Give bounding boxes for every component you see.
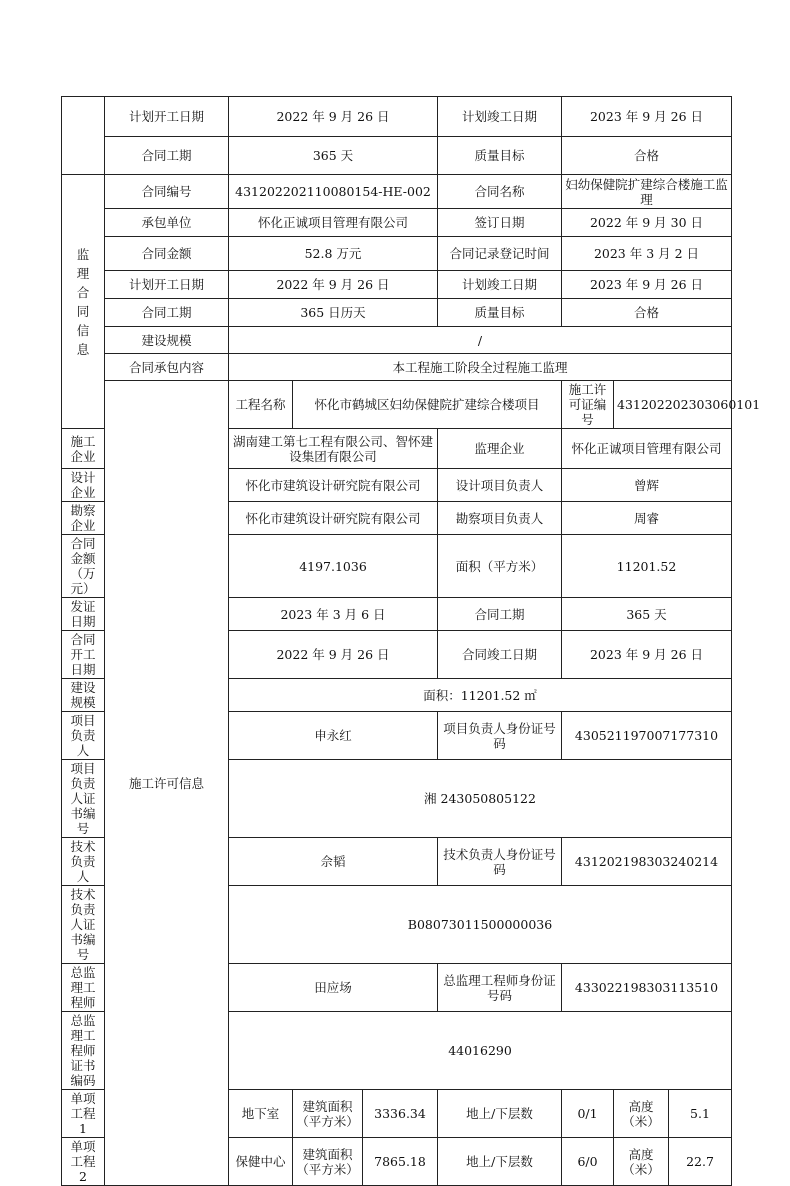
sup-scale-value: / xyxy=(229,327,732,354)
plan-duration-label: 合同工期 xyxy=(105,137,229,175)
plan-end-label: 计划竣工日期 xyxy=(438,97,562,137)
sup-start-value: 2022 年 9 月 26 日 xyxy=(229,271,438,299)
item-height-label: 高度（米） xyxy=(614,1090,669,1138)
permit-no-value: 431202202303060101 xyxy=(614,381,732,429)
item-height-value: 5.1 xyxy=(669,1090,732,1138)
chief-value: 田应场 xyxy=(229,964,438,1012)
contract-amount-value: 52.8 万元 xyxy=(229,237,438,271)
table-row xyxy=(62,299,732,327)
area-label: 面积（平方米） xyxy=(438,535,562,598)
table-row xyxy=(62,271,732,299)
item-area-label: 建筑面积（平方米） xyxy=(293,1138,363,1186)
sign-date-label: 签订日期 xyxy=(438,209,562,237)
chief-cert-value: 44016290 xyxy=(229,1012,732,1090)
permit-scale-label: 建设规模 xyxy=(62,679,105,712)
permit-end-label: 合同竣工日期 xyxy=(438,631,562,679)
contract-amount-label: 合同金额 xyxy=(105,237,229,271)
item-area-value: 3336.34 xyxy=(363,1090,438,1138)
pm-id-label: 项目负责人身份证号码 xyxy=(438,712,562,760)
survey-label: 勘察企业 xyxy=(62,502,105,535)
item-area-value: 7865.18 xyxy=(363,1138,438,1186)
pm-id-value: 430521197007177310 xyxy=(562,712,732,760)
issue-date-value: 2023 年 3 月 6 日 xyxy=(229,598,438,631)
record-date-label: 合同记录登记时间 xyxy=(438,237,562,271)
design-lead-value: 曾辉 xyxy=(562,469,732,502)
builder-value: 湖南建工第七工程有限公司、智怀建设集团有限公司 xyxy=(229,429,438,469)
survey-value: 怀化市建筑设计研究院有限公司 xyxy=(229,502,438,535)
contract-name-label: 合同名称 xyxy=(438,175,562,209)
record-date-value: 2023 年 3 月 2 日 xyxy=(562,237,732,271)
permit-start-value: 2022 年 9 月 26 日 xyxy=(229,631,438,679)
permit-scale-value: 面积：11201.52 ㎡ xyxy=(229,679,732,712)
sup-start-label: 计划开工日期 xyxy=(105,271,229,299)
tech-cert-value: B08073011500000036 xyxy=(229,886,732,964)
chief-id-value: 433022198303113510 xyxy=(562,964,732,1012)
sup-content-value: 本工程施工阶段全过程施工监理 xyxy=(229,354,732,381)
supervisor-label: 监理企业 xyxy=(438,429,562,469)
permit-amount-label: 合同金额（万元） xyxy=(62,535,105,598)
section-label-empty xyxy=(62,97,105,175)
sup-scale-label: 建设规模 xyxy=(105,327,229,354)
contractor-label: 承包单位 xyxy=(105,209,229,237)
item-floors-value: 6/0 xyxy=(562,1138,614,1186)
sup-quality-value: 合格 xyxy=(562,299,732,327)
section-label-supervision: 监理合同信息 xyxy=(62,175,105,429)
item-name: 保健中心 xyxy=(229,1138,293,1186)
sign-date-value: 2022 年 9 月 30 日 xyxy=(562,209,732,237)
builder-label: 施工企业 xyxy=(62,429,105,469)
chief-cert-label: 总监理工程师证书编码 xyxy=(62,1012,105,1090)
permit-no-label: 施工许可证编号 xyxy=(562,381,614,429)
chief-id-label: 总监理工程师身份证号码 xyxy=(438,964,562,1012)
table-row xyxy=(62,237,732,271)
item-floors-value: 0/1 xyxy=(562,1090,614,1138)
pm-cert-value: 湘 243050805122 xyxy=(229,760,732,838)
table-row xyxy=(62,354,732,381)
table-row xyxy=(62,381,732,429)
permit-amount-value: 4197.1036 xyxy=(229,535,438,598)
project-name-value: 怀化市鹤城区妇幼保健院扩建综合楼项目 xyxy=(293,381,562,429)
design-label: 设计企业 xyxy=(62,469,105,502)
pm-cert-label: 项目负责人证书编号 xyxy=(62,760,105,838)
plan-quality-value: 合格 xyxy=(562,137,732,175)
sup-end-label: 计划竣工日期 xyxy=(438,271,562,299)
contract-no-value: 431202202110080154-HE-002 xyxy=(229,175,438,209)
permit-start-label: 合同开工日期 xyxy=(62,631,105,679)
tech-label: 技术负责人 xyxy=(62,838,105,886)
document-page xyxy=(61,96,761,1186)
table-row xyxy=(62,97,732,137)
tech-id-value: 431202198303240214 xyxy=(562,838,732,886)
item-floors-label: 地上/下层数 xyxy=(438,1090,562,1138)
project-info-table xyxy=(61,96,761,1186)
design-value: 怀化市建筑设计研究院有限公司 xyxy=(229,469,438,502)
permit-duration-value: 365 天 xyxy=(562,598,732,631)
project-name-label: 工程名称 xyxy=(229,381,293,429)
section-label-permit: 施工许可信息 xyxy=(105,381,229,1186)
sup-content-label: 合同承包内容 xyxy=(105,354,229,381)
survey-lead-value: 周睿 xyxy=(562,502,732,535)
plan-quality-label: 质量目标 xyxy=(438,137,562,175)
contract-name-value: 妇幼保健院扩建综合楼施工监理 xyxy=(562,175,732,209)
item-area-label: 建筑面积（平方米） xyxy=(293,1090,363,1138)
tech-value: 佘韬 xyxy=(229,838,438,886)
item-label: 单项工程 1 xyxy=(62,1090,105,1138)
sup-duration-label: 合同工期 xyxy=(105,299,229,327)
plan-end-value: 2023 年 9 月 26 日 xyxy=(562,97,732,137)
supervisor-value: 怀化正诚项目管理有限公司 xyxy=(562,429,732,469)
sup-quality-label: 质量目标 xyxy=(438,299,562,327)
issue-date-label: 发证日期 xyxy=(62,598,105,631)
item-floors-label: 地上/下层数 xyxy=(438,1138,562,1186)
contractor-value: 怀化正诚项目管理有限公司 xyxy=(229,209,438,237)
area-value: 11201.52 xyxy=(562,535,732,598)
item-height-label: 高度（米） xyxy=(614,1138,669,1186)
sup-end-value: 2023 年 9 月 26 日 xyxy=(562,271,732,299)
item-name: 地下室 xyxy=(229,1090,293,1138)
tech-cert-label: 技术负责人证书编号 xyxy=(62,886,105,964)
permit-end-value: 2023 年 9 月 26 日 xyxy=(562,631,732,679)
permit-duration-label: 合同工期 xyxy=(438,598,562,631)
table-row xyxy=(62,327,732,354)
pm-label: 项目负责人 xyxy=(62,712,105,760)
sup-duration-value: 365 日历天 xyxy=(229,299,438,327)
chief-label: 总监理工程师 xyxy=(62,964,105,1012)
table-row xyxy=(62,175,732,209)
table-row xyxy=(62,209,732,237)
table-row xyxy=(62,137,732,175)
item-label: 单项工程 2 xyxy=(62,1138,105,1186)
pm-value: 申永红 xyxy=(229,712,438,760)
survey-lead-label: 勘察项目负责人 xyxy=(438,502,562,535)
design-lead-label: 设计项目负责人 xyxy=(438,469,562,502)
item-height-value: 22.7 xyxy=(669,1138,732,1186)
tech-id-label: 技术负责人身份证号码 xyxy=(438,838,562,886)
plan-duration-value: 365 天 xyxy=(229,137,438,175)
plan-start-label: 计划开工日期 xyxy=(105,97,229,137)
plan-start-value: 2022 年 9 月 26 日 xyxy=(229,97,438,137)
contract-no-label: 合同编号 xyxy=(105,175,229,209)
